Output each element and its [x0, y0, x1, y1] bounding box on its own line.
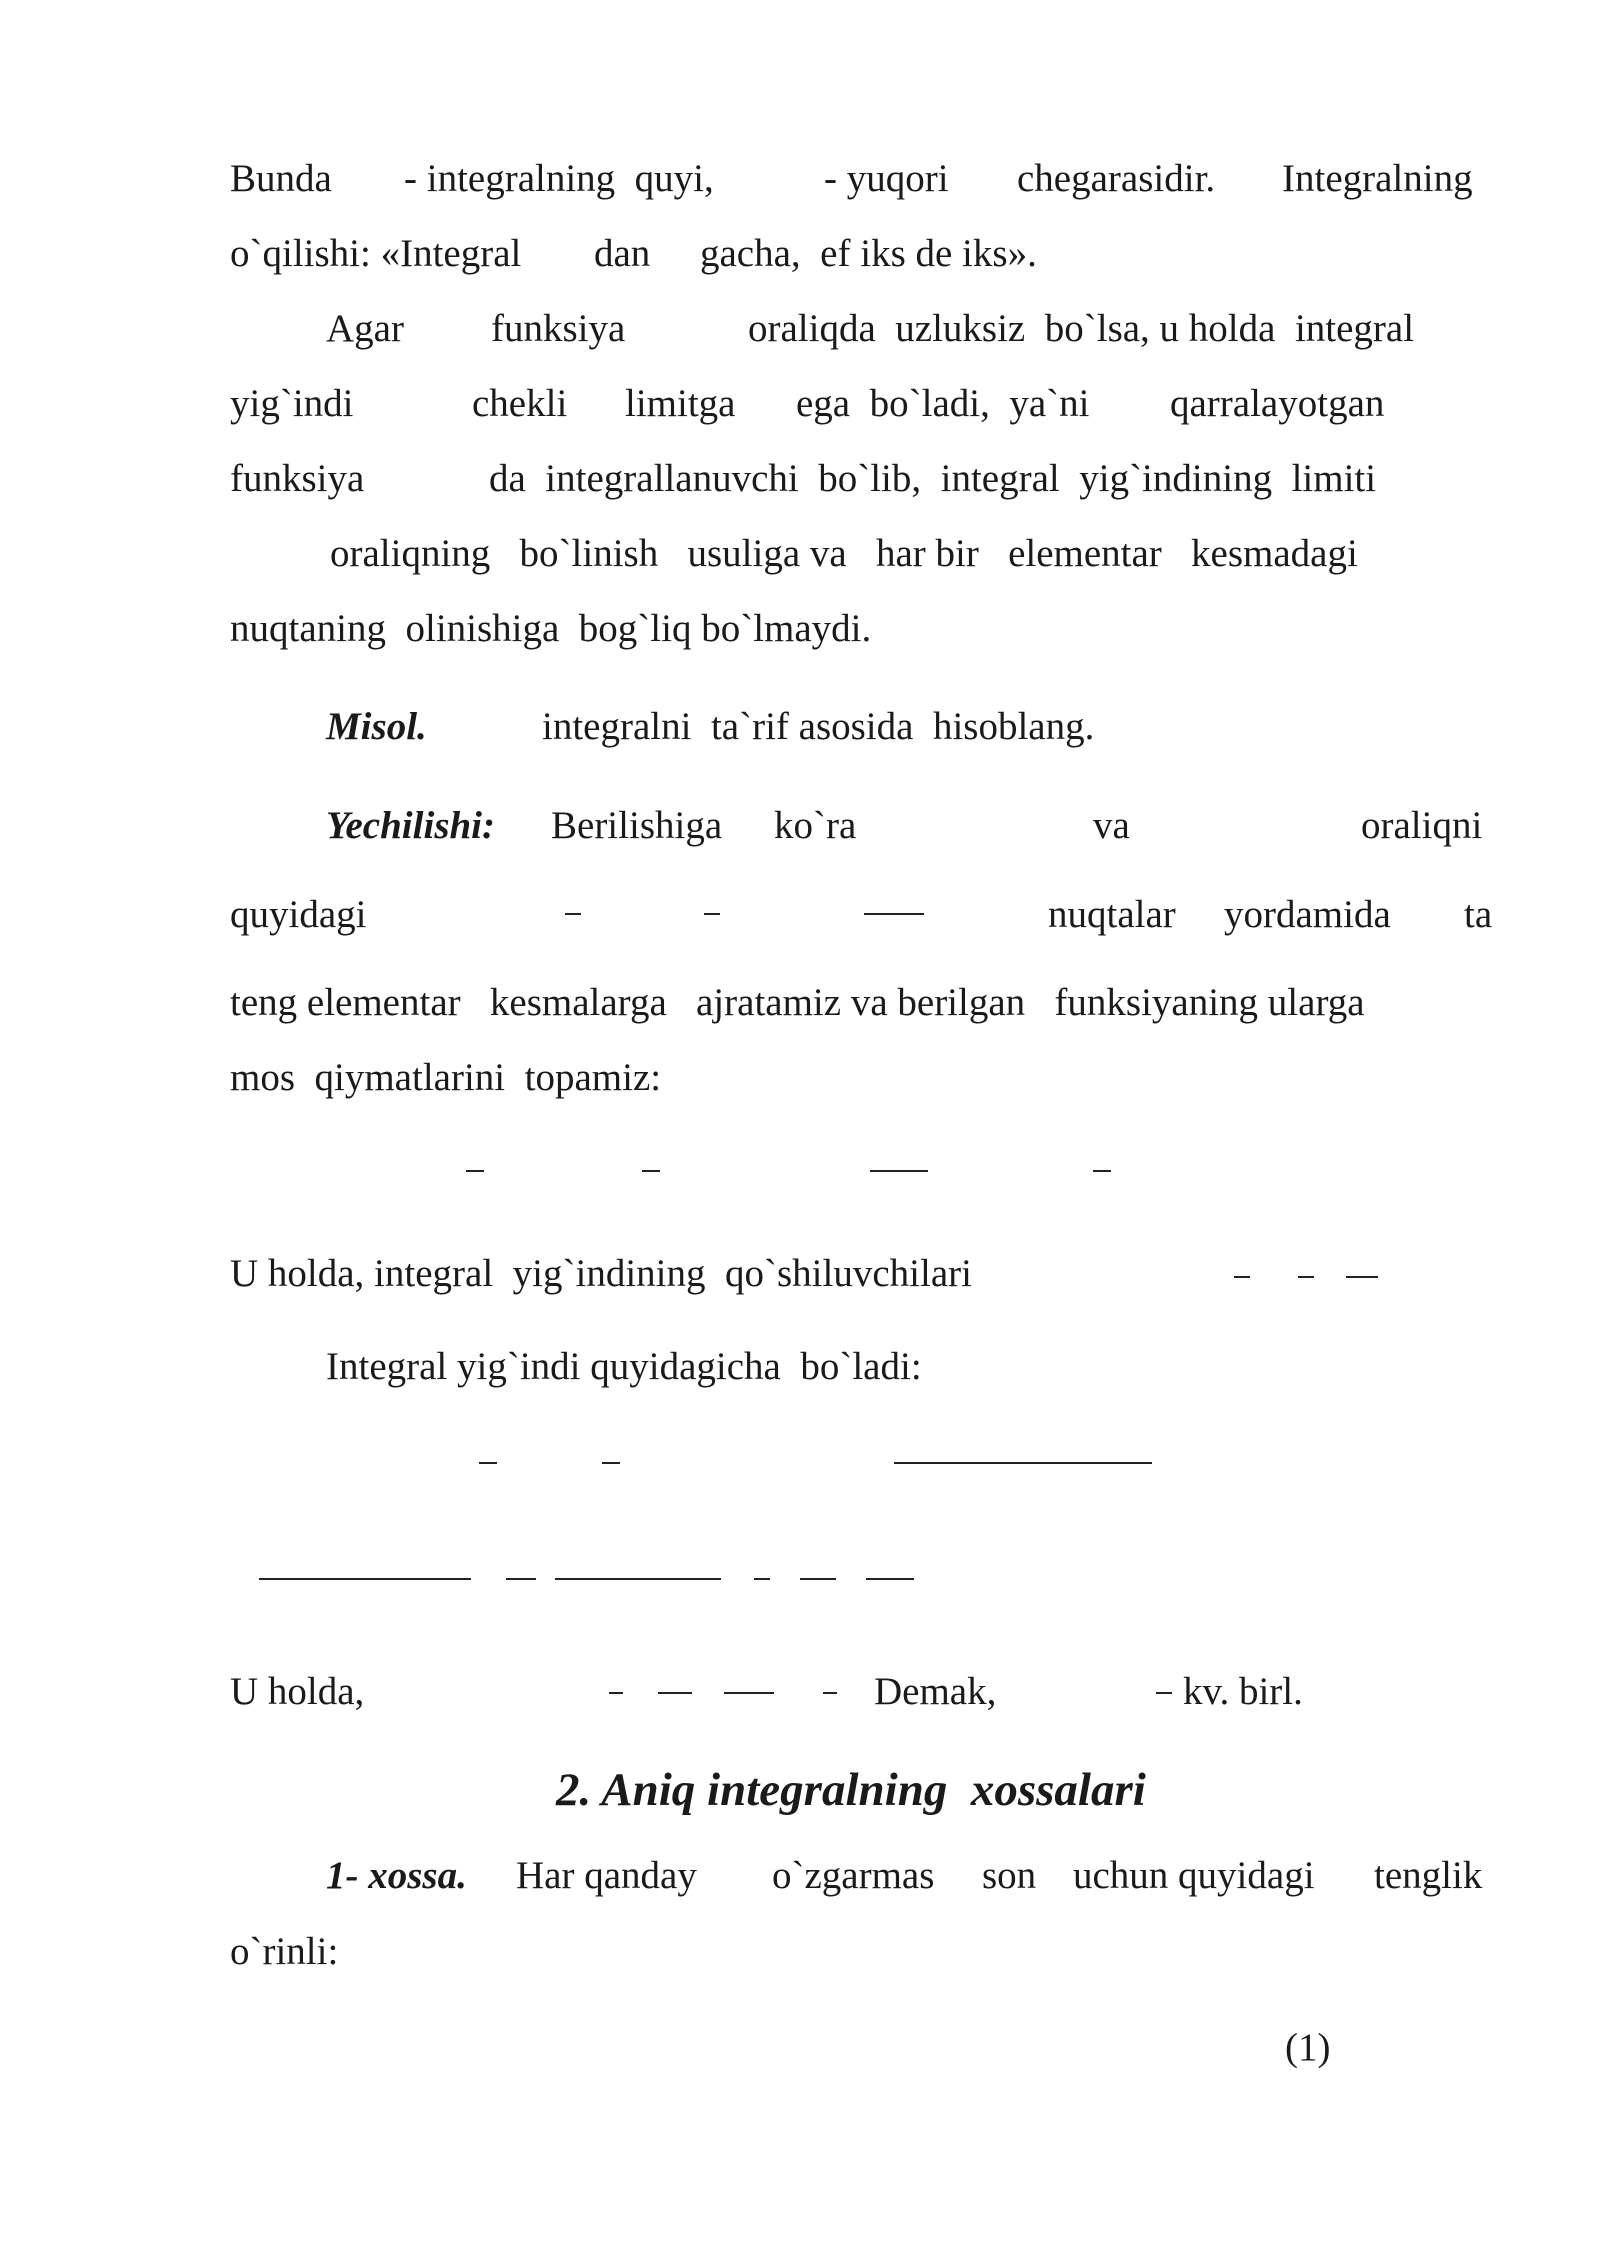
text-son: son	[982, 1854, 1037, 1897]
text-yigindi: yig`indi	[230, 382, 354, 425]
fraction-bar	[1234, 1276, 1250, 1278]
text-integral-yigindi: Integral yig`indi quyidagicha bo`ladi:	[326, 1345, 922, 1388]
text-mos-qiymatlarini: mos qiymatlarini topamiz:	[230, 1056, 662, 1099]
text-nuqtaning: nuqtaning olinishiga bog`liq bo`lmaydi.	[230, 607, 872, 650]
fraction-bar	[1346, 1276, 1378, 1278]
text-har-qanday: Har qanday	[516, 1854, 697, 1897]
text-funksiya-2: funksiya	[230, 457, 365, 500]
text-ta: ta	[1464, 893, 1493, 936]
text-chegarasidir: chegarasidir.	[1017, 157, 1216, 200]
fraction-bar	[602, 1462, 620, 1464]
text-yordamida: yordamida	[1224, 893, 1391, 936]
text-quyidagi: quyidagi	[230, 893, 367, 936]
fraction-bar	[864, 913, 924, 915]
text-kv-birl: kv. birl.	[1183, 1670, 1303, 1713]
text-oraliqni: oraliqni	[1361, 804, 1483, 847]
text-chekli: chekli	[472, 382, 568, 425]
fraction-bar	[1298, 1276, 1314, 1278]
fraction-bar	[259, 1578, 471, 1580]
text-nuqtalar: nuqtalar	[1048, 893, 1176, 936]
misol-label: Misol.	[326, 705, 427, 748]
text-uchun-quyidagi: uchun quyidagi	[1073, 1854, 1315, 1897]
fraction-bar	[506, 1578, 536, 1580]
xossa-label: 1- xossa.	[326, 1854, 467, 1897]
section-heading: 2. Aniq integralning xossalari	[556, 1764, 1146, 1816]
text-qarralayotgan: qarralayotgan	[1170, 382, 1385, 425]
fraction-bar	[466, 1170, 484, 1172]
fraction-bar	[704, 913, 720, 915]
fraction-bar	[479, 1462, 497, 1464]
text-demak: Demak,	[874, 1670, 997, 1713]
text-uholda: U holda,	[230, 1670, 365, 1713]
fraction-bar	[866, 1578, 914, 1580]
text-funksiya: funksiya	[491, 307, 626, 350]
text-teng-elementar: teng elementar kesmalarga ajratamiz va berilgan funksiyaning ularga	[230, 981, 1365, 1024]
text-ega-boladi: ega bo`ladi, ya`ni	[796, 382, 1090, 425]
fraction-bar	[1156, 1692, 1172, 1694]
text-kora: ko`ra	[774, 804, 857, 847]
fraction-bar	[1093, 1170, 1111, 1172]
text-ozgarmas: o`zgarmas	[772, 1854, 935, 1897]
text-tenglik: tenglik	[1374, 1854, 1483, 1897]
text-berilishiga: Berilishiga	[551, 804, 723, 847]
text-uholda-qoshiluvchilari: U holda, integral yig`indining qo`shiluvchilari	[230, 1252, 972, 1295]
fraction-bar	[754, 1578, 770, 1580]
fraction-bar	[642, 1170, 660, 1172]
fraction-bar	[724, 1692, 774, 1694]
text-integralning: Integralning	[1282, 157, 1473, 200]
text-gacha: gacha, ef iks de iks».	[700, 232, 1037, 275]
misol-text: integralni ta`rif asosida hisoblang.	[542, 705, 1095, 748]
equation-number: (1)	[1285, 2026, 1331, 2069]
text-bunda: Bunda	[230, 157, 332, 200]
text-yuqori: - yuqori	[824, 157, 949, 200]
fraction-bar	[800, 1578, 836, 1580]
fraction-bar	[894, 1462, 1152, 1464]
text-agar: Agar	[326, 307, 404, 350]
text-integrallanuvchi: da integrallanuvchi bo`lib, integral yig`indining limiti	[489, 457, 1377, 500]
fraction-bar	[609, 1692, 623, 1694]
text-oraliqda: oraliqda uzluksiz bo`lsa, u holda integral	[748, 307, 1415, 350]
text-oqilishi: o`qilishi: «Integral	[230, 232, 522, 275]
text-dan: dan	[594, 232, 651, 275]
text-orinli: o`rinli:	[230, 1930, 339, 1973]
text-quyi: - integralning quyi,	[404, 157, 714, 200]
fraction-bar	[823, 1692, 837, 1694]
text-oraliqning: oraliqning bo`linish usuliga va har bir elementar kesmadagi	[330, 532, 1358, 575]
fraction-bar	[555, 1578, 721, 1580]
fraction-bar	[870, 1170, 928, 1172]
yechilishi-label: Yechilishi:	[326, 804, 496, 847]
fraction-bar	[658, 1692, 692, 1694]
text-va: va	[1093, 804, 1130, 847]
fraction-bar	[565, 913, 581, 915]
text-limitga: limitga	[625, 382, 736, 425]
